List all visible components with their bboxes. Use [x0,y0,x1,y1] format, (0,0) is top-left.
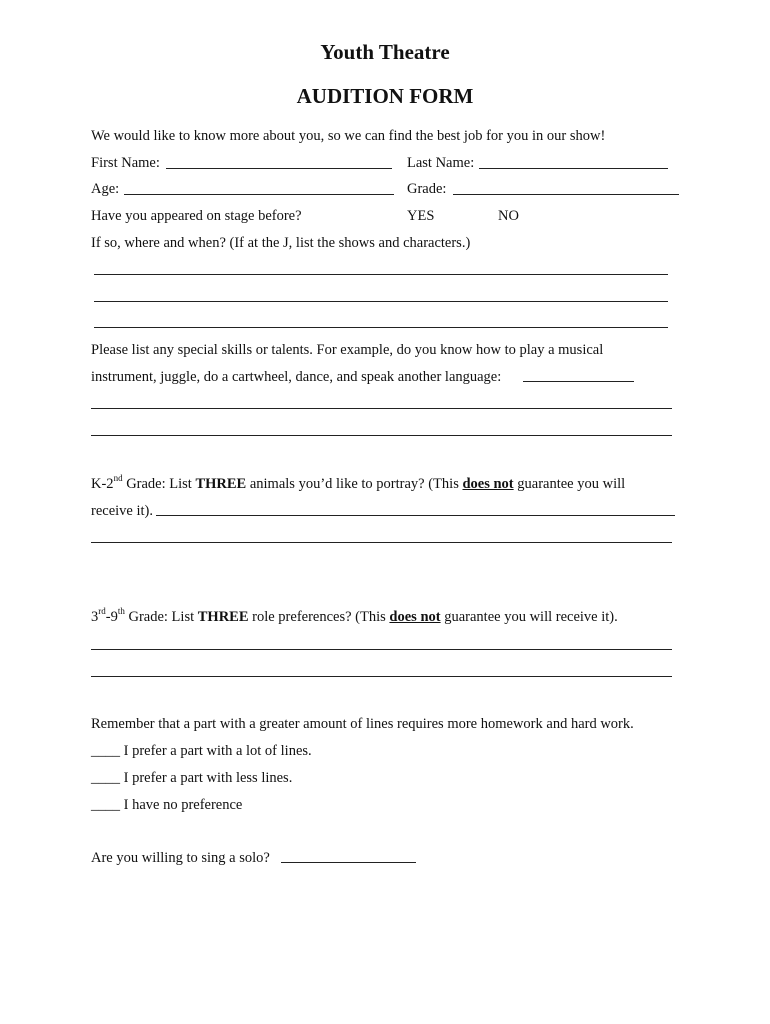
skills-inline-field[interactable] [523,381,634,382]
stage-answer-line-1[interactable] [94,274,668,275]
g39-question: 3rd-9th Grade: List THREE role preferences? (This does not guarantee you will receive it). [91,606,618,625]
form-subtitle: AUDITION FORM [296,84,474,108]
first-name-field[interactable] [166,168,392,169]
k2-answer-line-2[interactable] [91,542,672,543]
intro-text: We would like to know more about you, so we can find the best job for you in our show! [91,128,606,144]
pref-option-less[interactable]: ____ I prefer a part with less lines. [91,770,293,786]
pref-option-lot[interactable]: ____ I prefer a part with a lot of lines. [91,743,312,759]
g39-answer-line-1[interactable] [91,649,672,650]
solo-answer-field[interactable] [281,862,416,863]
lines-pref-intro: Remember that a part with a greater amount of lines requires more homework and hard work. [91,716,634,732]
skills-answer-line-2[interactable] [91,435,672,436]
age-label: Age: [91,181,120,197]
skills-answer-line-1[interactable] [91,408,672,409]
age-field[interactable] [124,194,394,195]
stage-answer-line-2[interactable] [94,301,668,302]
stage-followup: If so, where and when? (If at the J, list the shows and characters.) [91,235,471,251]
last-name-field[interactable] [479,168,668,169]
k2-question-end: receive it). [91,503,153,519]
k2-question: K-2nd Grade: List THREE animals you’d like to portray? (This does not guarantee you will [91,473,626,492]
no-option[interactable]: NO [498,208,519,224]
skills-question-line-2: instrument, juggle, do a cartwheel, dance, and speak another language: [91,369,502,385]
k2-answer-line-1[interactable] [156,515,675,516]
grade-label: Grade: [407,181,447,197]
skills-question-line-1: Please list any special skills or talents. For example, do you know how to play a musical [91,342,604,358]
first-name-label: First Name: [91,155,160,171]
stage-question: Have you appeared on stage before? [91,208,302,224]
g39-answer-line-2[interactable] [91,676,672,677]
last-name-label: Last Name: [407,155,475,171]
solo-question: Are you willing to sing a solo? [91,850,270,866]
form-title: Youth Theatre [320,40,450,64]
pref-option-none[interactable]: ____ I have no preference [91,797,243,813]
yes-option[interactable]: YES [407,208,435,224]
grade-field[interactable] [453,194,679,195]
stage-answer-line-3[interactable] [94,327,668,328]
